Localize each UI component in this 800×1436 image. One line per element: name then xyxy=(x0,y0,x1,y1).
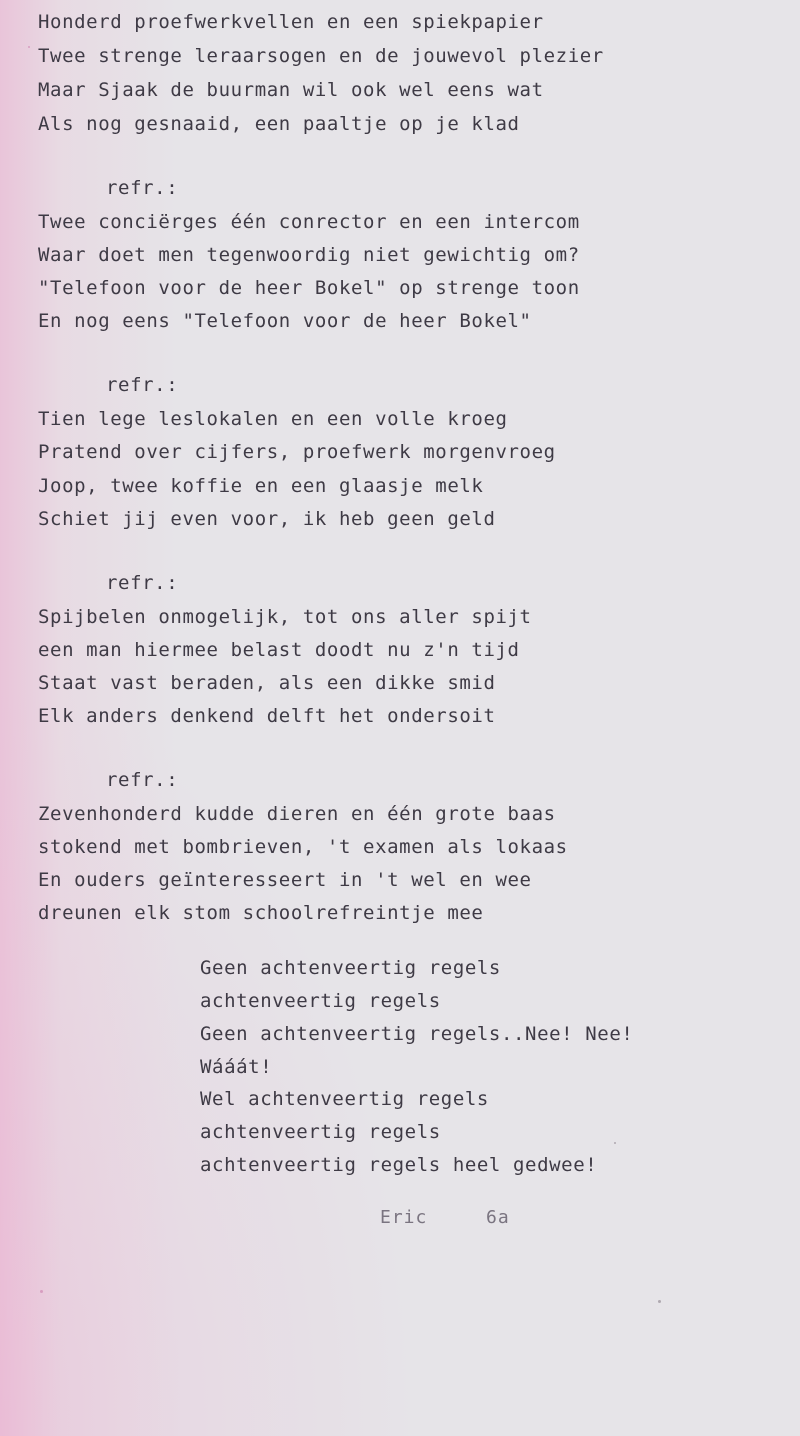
text-line: Waar doet men tegenwoordig niet gewichtig om? xyxy=(38,244,580,266)
closing-line: achtenveertig regels xyxy=(200,1121,441,1143)
text-line: Staat vast beraden, als een dikke smid xyxy=(38,672,496,694)
text-line: Tien lege leslokalen en een volle kroeg xyxy=(38,408,508,430)
closing-line: achtenveertig regels heel gedwee! xyxy=(200,1154,598,1176)
text-line: stokend met bombrieven, 't examen als lokaas xyxy=(38,836,568,858)
text-line: Honderd proefwerkvellen en een spiekpapier xyxy=(38,11,544,33)
text-line: "Telefoon voor de heer Bokel" op strenge toon xyxy=(38,277,580,299)
closing-line: Geen achtenveertig regels xyxy=(200,957,501,979)
text-line: Twee conciërges één conrector en een intercom xyxy=(38,211,580,233)
signature-name: Eric xyxy=(380,1207,428,1228)
closing-line: Geen achtenveertig regels..Nee! Nee! xyxy=(200,1023,634,1045)
refrain-marker: refr.: xyxy=(106,177,179,199)
text-line: Elk anders denkend delft het ondersoit xyxy=(38,705,496,727)
closing-line: Wááát! xyxy=(200,1056,273,1078)
closing-line: Wel achtenveertig regels xyxy=(200,1088,489,1110)
text-line: Schiet jij even voor, ik heb geen geld xyxy=(38,508,496,530)
page-number: 6a xyxy=(486,1207,510,1228)
text-line: Maar Sjaak de buurman wil ook wel eens wat xyxy=(38,79,544,101)
text-line: Spijbelen onmogelijk, tot ons aller spijt xyxy=(38,606,532,628)
text-line: Pratend over cijfers, proefwerk morgenvroeg xyxy=(38,441,556,463)
paper-speck xyxy=(614,1142,616,1144)
text-line: Twee strenge leraarsogen en de jouwevol plezier xyxy=(38,45,604,67)
text-line: Zevenhonderd kudde dieren en één grote baas xyxy=(38,803,556,825)
closing-line: achtenveertig regels xyxy=(200,990,441,1012)
text-line: En ouders geïnteresseert in 't wel en wee xyxy=(38,869,532,891)
text-line: Als nog gesnaaid, een paaltje op je klad xyxy=(38,113,520,135)
paper-speck xyxy=(658,1300,661,1303)
text-line: een man hiermee belast doodt nu z'n tijd xyxy=(38,639,520,661)
text-line: dreunen elk stom schoolrefreintje mee xyxy=(38,902,484,924)
paper-speck xyxy=(40,1290,43,1293)
paper-speck xyxy=(28,46,30,48)
text-line: En nog eens "Telefoon voor de heer Bokel" xyxy=(38,310,532,332)
text-line: Joop, twee koffie en een glaasje melk xyxy=(38,475,484,497)
refrain-marker: refr.: xyxy=(106,769,179,791)
refrain-marker: refr.: xyxy=(106,572,179,594)
refrain-marker: refr.: xyxy=(106,374,179,396)
